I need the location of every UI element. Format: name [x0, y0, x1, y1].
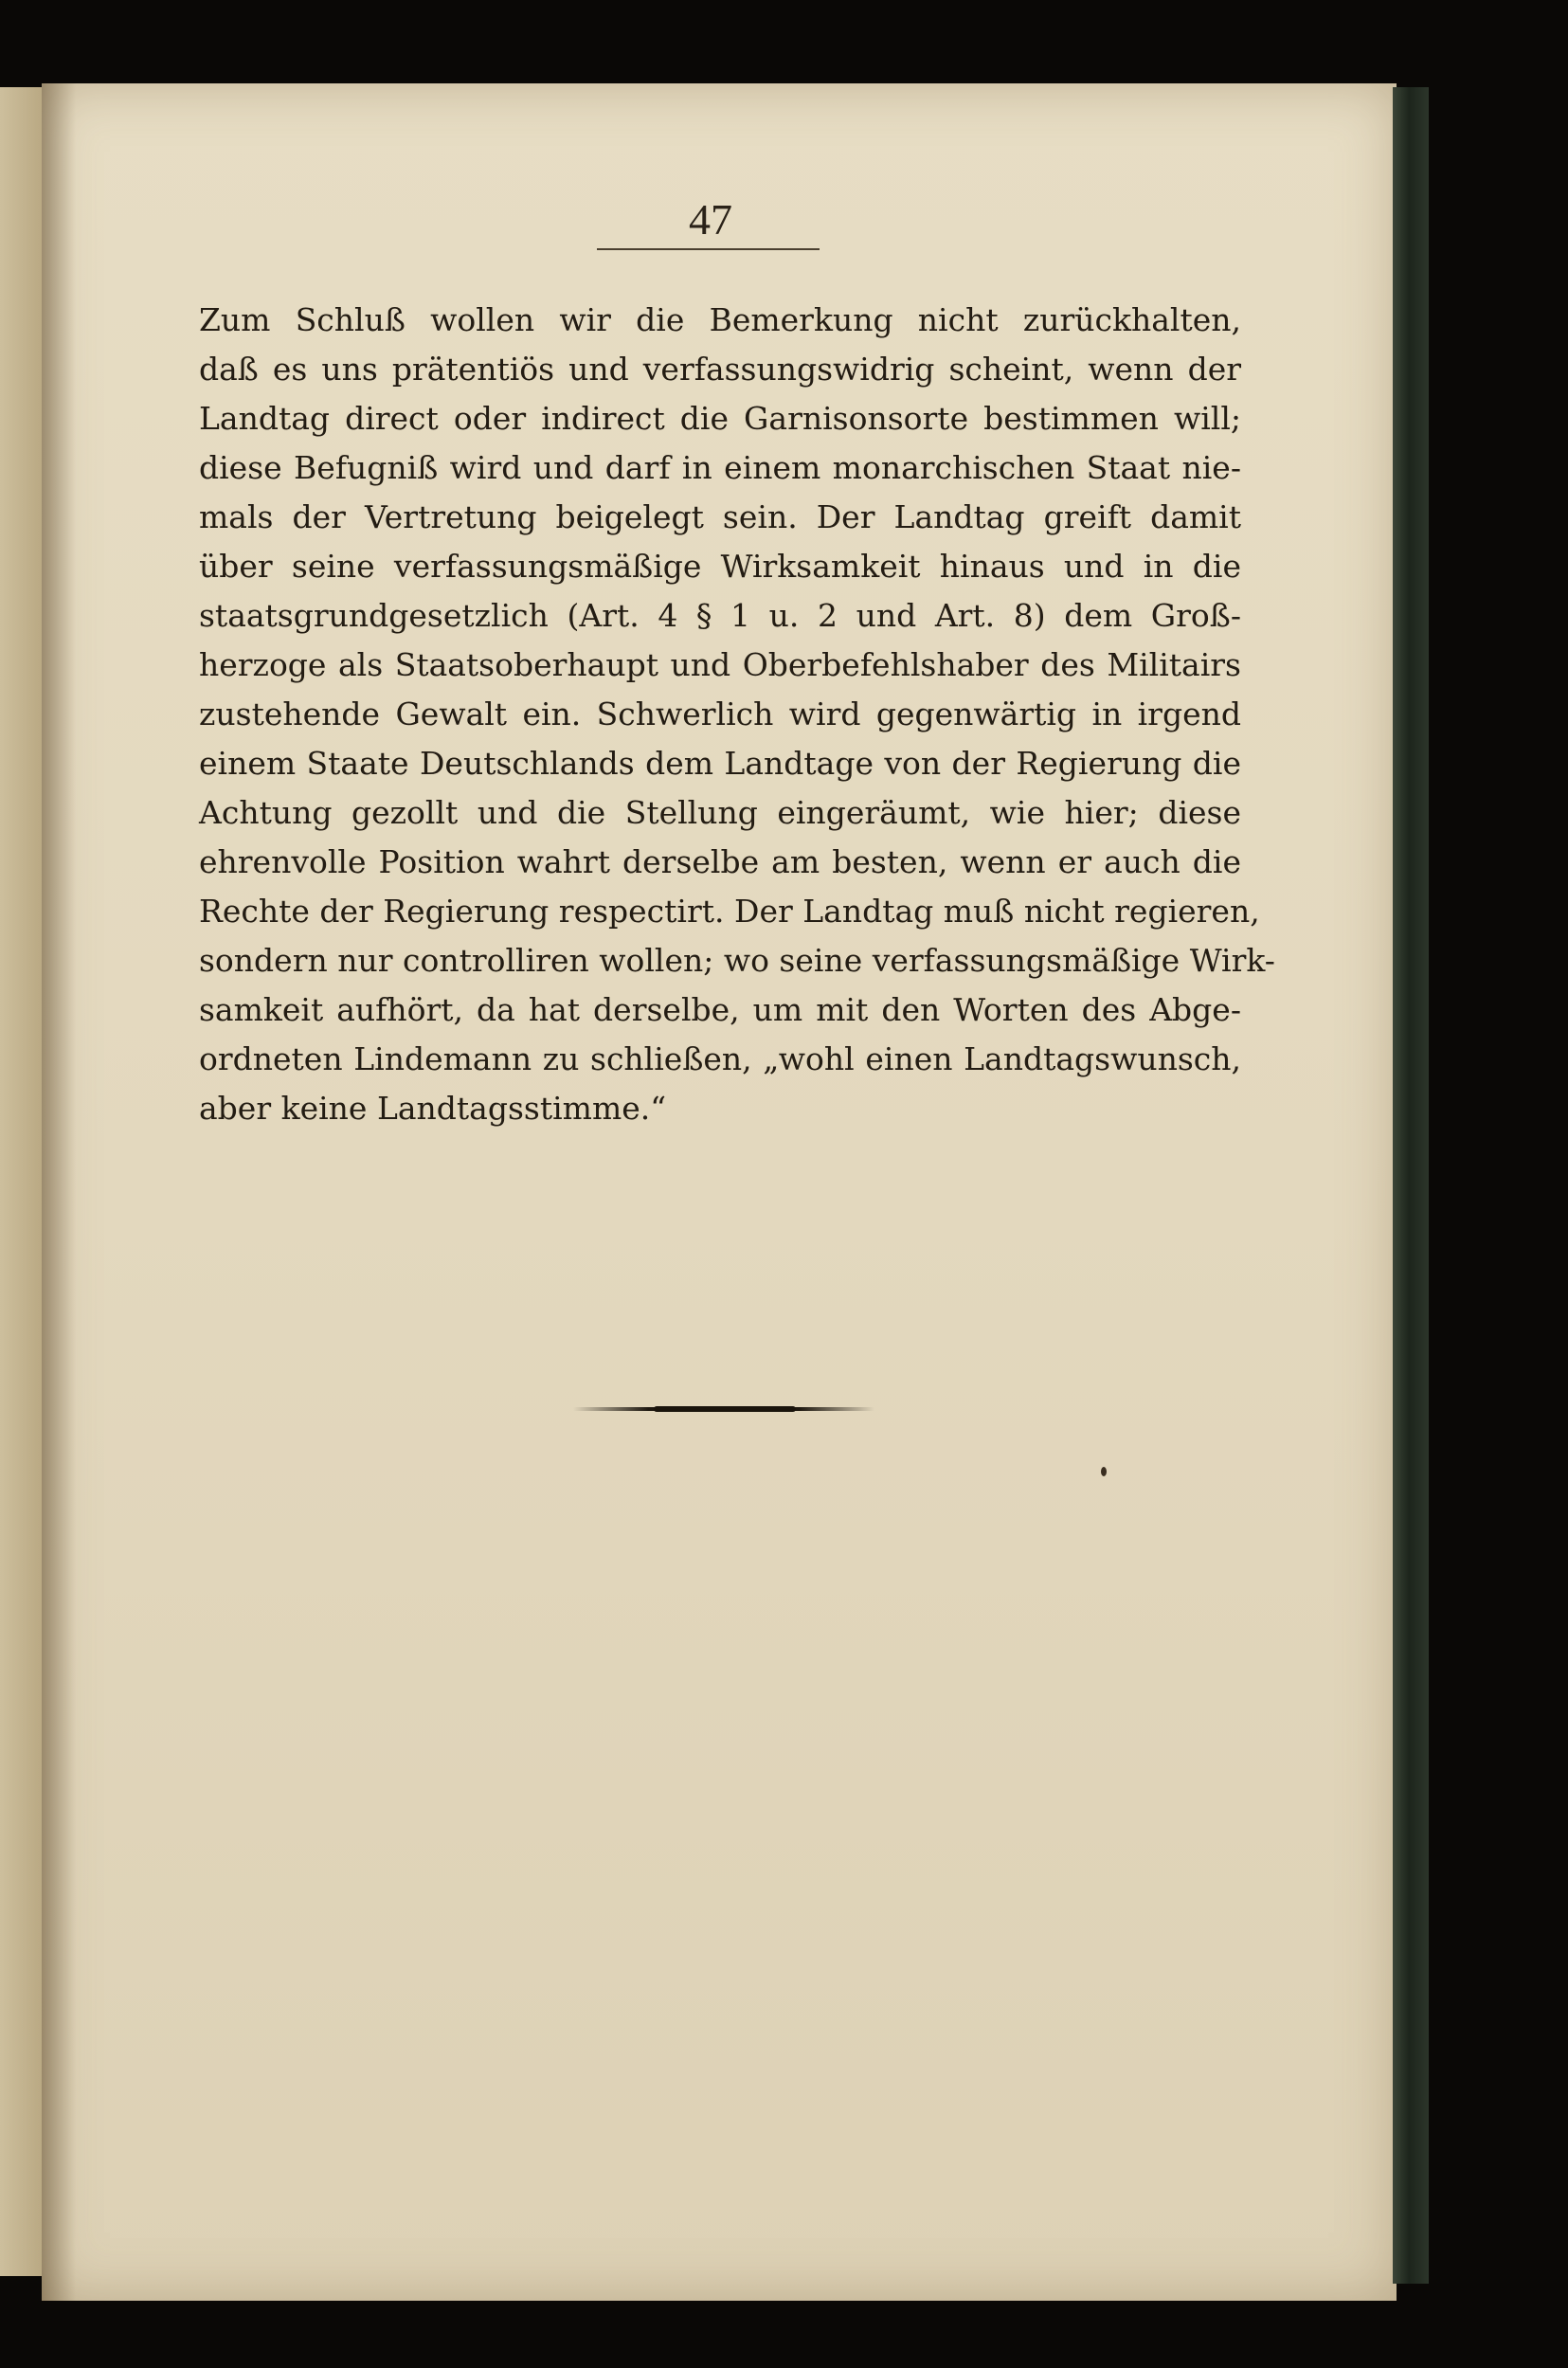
- text-line: herzoge als Staatsoberhaupt und Oberbefehlshaber des Militairs: [199, 646, 1241, 683]
- page-fold-shadow: [42, 83, 76, 2301]
- body-text: [199, 296, 1275, 1133]
- book-spine: [1393, 87, 1429, 2284]
- text-line: ordneten Lindemann zu schließen, „wohl einen Landtagswunsch,: [199, 1040, 1241, 1077]
- text-line: ehrenvolle Position wahrt derselbe am besten, wenn er auch die: [199, 843, 1241, 880]
- text-line: daß es uns prätentiös und verfassungswidrig scheint, wenn der: [199, 351, 1241, 388]
- text-line: Achtung gezollt und die Stellung eingeräumt, wie hier; diese: [199, 794, 1241, 831]
- page-number: 47: [689, 195, 732, 244]
- text-line: sondern nur controlliren wollen; wo seine verfassungsmäßige Wirk-: [199, 942, 1275, 979]
- text-line: samkeit aufhört, da hat derselbe, um mit den Worten des Abge-: [199, 991, 1241, 1028]
- text-line: diese Befugniß wird und darf in einem monarchischen Staat nie-: [199, 449, 1241, 486]
- text-line: mals der Vertretung beigelegt sein. Der Landtag greift damit: [199, 498, 1241, 535]
- text-line: zustehende Gewalt ein. Schwerlich wird gegenwärtig in irgend: [199, 696, 1241, 732]
- text-line: einem Staate Deutschlands dem Landtage von der Regierung die: [199, 745, 1241, 782]
- text-line: über seine verfassungsmäßige Wirksamkeit hinaus und in die: [199, 548, 1241, 585]
- text-line: staatsgrundgesetzlich (Art. 4 § 1 u. 2 und Art. 8) dem Groß-: [199, 597, 1241, 634]
- header-rule: [597, 248, 820, 250]
- paper-speck: [1101, 1467, 1107, 1476]
- text-line: Landtag direct oder indirect die Garnisonsorte bestimmen will;: [199, 400, 1241, 437]
- text-line: Rechte der Regierung respectirt. Der Landtag muß nicht regieren,: [199, 893, 1260, 930]
- text-line: Zum Schluß wollen wir die Bemerkung nicht zurückhalten,: [199, 301, 1241, 338]
- end-rule-swell: [654, 1406, 796, 1412]
- text-line-last: aber keine Landtagsstimme.“: [199, 1090, 667, 1127]
